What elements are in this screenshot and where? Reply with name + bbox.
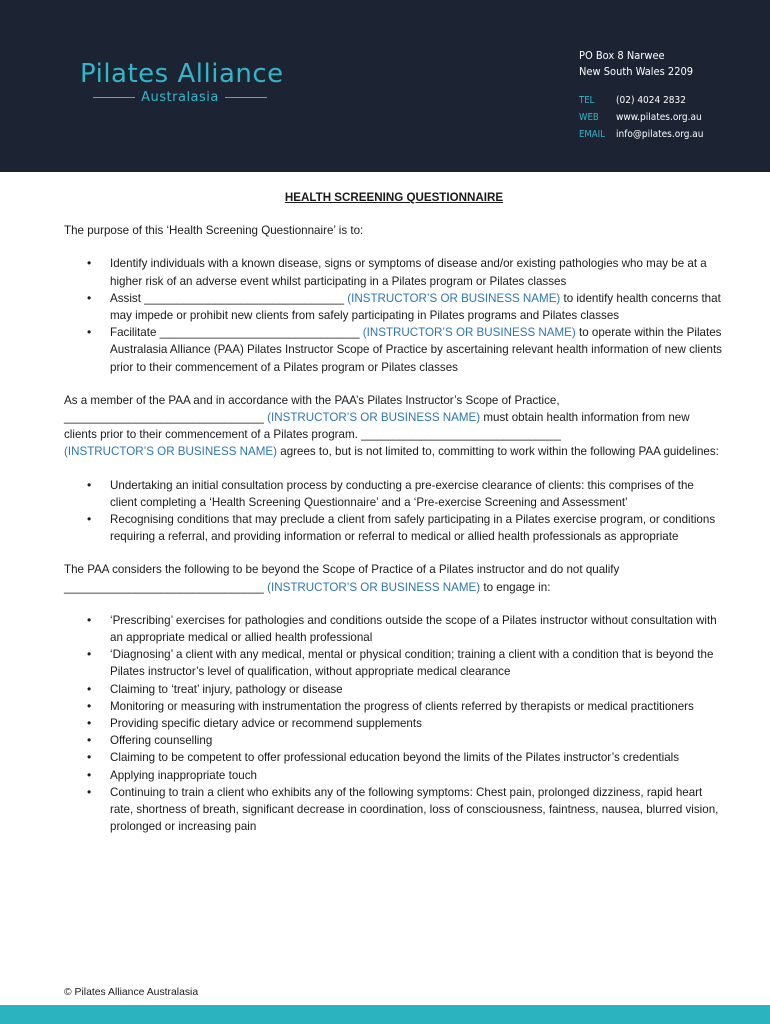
name-placeholder: (INSTRUCTOR’S OR BUSINESS NAME)	[267, 580, 481, 594]
list-item: • Monitoring or measuring with instrumentation the progress of clients referred by therapists or medical practitioners	[110, 698, 724, 715]
web-value: www.pilates.org.au	[616, 112, 702, 123]
list-item: • Continuing to train a client who exhibits any of the following symptoms: Chest pain, prolonged dizziness, rapid heart rate, shortness of breath, significant decrease in coordination, loss of consciousness, faintness, nausea, blurred vision, prolonged or increasing pain	[110, 784, 724, 836]
name-placeholder: (INSTRUCTOR’S OR BUSINESS NAME)	[267, 411, 481, 425]
footer-accent-bar	[0, 1005, 770, 1024]
list-item: • Undertaking an initial consultation process by conducting a pre-exercise clearance of clients: this comprises of the client completing a ‘Health Screening Questionnaire’ and a ‘Pre-exercise Screening and Assessment’	[110, 477, 724, 511]
name-placeholder: (INSTRUCTOR’S OR BUSINESS NAME)	[362, 326, 576, 340]
intro-paragraph: The purpose of this ‘Health Screening Questionnaire’ is to:	[64, 224, 364, 238]
name-placeholder: (INSTRUCTOR’S OR BUSINESS NAME)	[347, 291, 561, 305]
name-blank: _______________________________	[144, 291, 345, 305]
logo-name: Pilates Alliance	[80, 59, 284, 89]
contact-web	[579, 109, 764, 126]
name-blank: _______________________________	[361, 428, 561, 442]
tel-label: TEL	[579, 95, 595, 106]
scope-paragraph	[64, 561, 724, 595]
contact-block	[579, 48, 764, 143]
contact-email	[579, 126, 764, 143]
paragraph-text: to engage in:	[483, 580, 551, 594]
list-item: • Providing specific dietary advice or recommend supplements	[110, 715, 724, 732]
list-item: • Identify individuals with a known disease, signs or symptoms of disease and/or existing pathologies who may be at a higher risk of an adverse event whilst participating in a Pilates program or Pilates classes	[110, 255, 724, 289]
letterhead-banner	[0, 0, 770, 172]
logo-rule-left	[93, 97, 135, 98]
list-item	[110, 290, 724, 324]
document-body	[64, 189, 724, 852]
list-item: • Claiming to be competent to offer professional education beyond the limits of the Pilates instructor’s credentials	[110, 749, 724, 766]
guidelines-list	[64, 477, 724, 546]
address-line-2: New South Wales 2209	[579, 65, 694, 78]
footer-copyright: © Pilates Alliance Australasia	[64, 987, 199, 998]
item-text: Assist	[110, 291, 141, 305]
member-paragraph	[64, 392, 724, 461]
name-blank: _______________________________	[64, 411, 264, 425]
list-item	[110, 324, 724, 376]
web-label: WEB	[579, 112, 599, 123]
logo-subtitle	[80, 90, 280, 105]
email-label: EMAIL	[579, 129, 605, 140]
item-text: to operate within the Pilates Australasia Alliance (PAA) Pilates Instructor Scope of Practice by ascertaining relevant health information of new clients prior to their commencement of a Pilates program or Pilates classes	[110, 326, 722, 374]
contact-tel	[579, 92, 764, 109]
paragraph-text: As a member of the PAA and in accordance with the PAA’s Pilates Instructor’s Scope of Practice,	[64, 393, 560, 407]
list-item: • Claiming to ‘treat’ injury, pathology or disease	[110, 681, 724, 698]
logo-subtext: Australasia	[141, 90, 219, 105]
list-item: • Applying inappropriate touch	[110, 767, 724, 784]
tel-value: (02) 4024 2832	[616, 95, 686, 106]
list-item: • Recognising conditions that may preclude a client from safely participating in a Pilates exercise program, or conditions requiring a referral, and providing information or referral to medical or allied health professionals as appropriate	[110, 511, 724, 545]
pilates-alliance-logo	[80, 58, 284, 105]
list-item: • ‘Diagnosing’ a client with any medical, mental or physical condition; training a client with a condition that is beyond the Pilates instructor’s level of qualification, without appropriate medical clearance	[110, 646, 724, 680]
paragraph-text: agrees to, but is not limited to, committing to work within the following PAA guidelines:	[280, 445, 719, 459]
address-line-1: PO Box 8 Narwee	[579, 49, 665, 62]
purpose-list	[64, 255, 724, 375]
list-item: • ‘Prescribing’ exercises for pathologies and conditions outside the scope of a Pilates instructor without consultation with an appropriate medical or allied health professional	[110, 612, 724, 646]
logo-rule-right	[225, 97, 267, 98]
name-blank: _______________________________	[64, 580, 264, 594]
name-blank: _______________________________	[159, 326, 360, 340]
item-text: to identify health concerns that may impede or prohibit new clients from safely participating in Pilates programs and Pilates classes	[110, 291, 721, 323]
email-value: info@pilates.org.au	[616, 129, 704, 140]
item-text: Facilitate	[110, 326, 157, 340]
list-item: • Offering counselling	[110, 732, 724, 749]
paragraph-text: must obtain health information from new clients prior to their commencement of a Pilates program.	[64, 411, 690, 442]
paragraph-text: The PAA considers the following to be beyond the Scope of Practice of a Pilates instructor and do not qualify	[64, 563, 620, 577]
beyond-scope-list	[64, 612, 724, 836]
name-placeholder: (INSTRUCTOR’S OR BUSINESS NAME)	[64, 445, 278, 459]
document-title: HEALTH SCREENING QUESTIONNAIRE	[284, 191, 504, 204]
